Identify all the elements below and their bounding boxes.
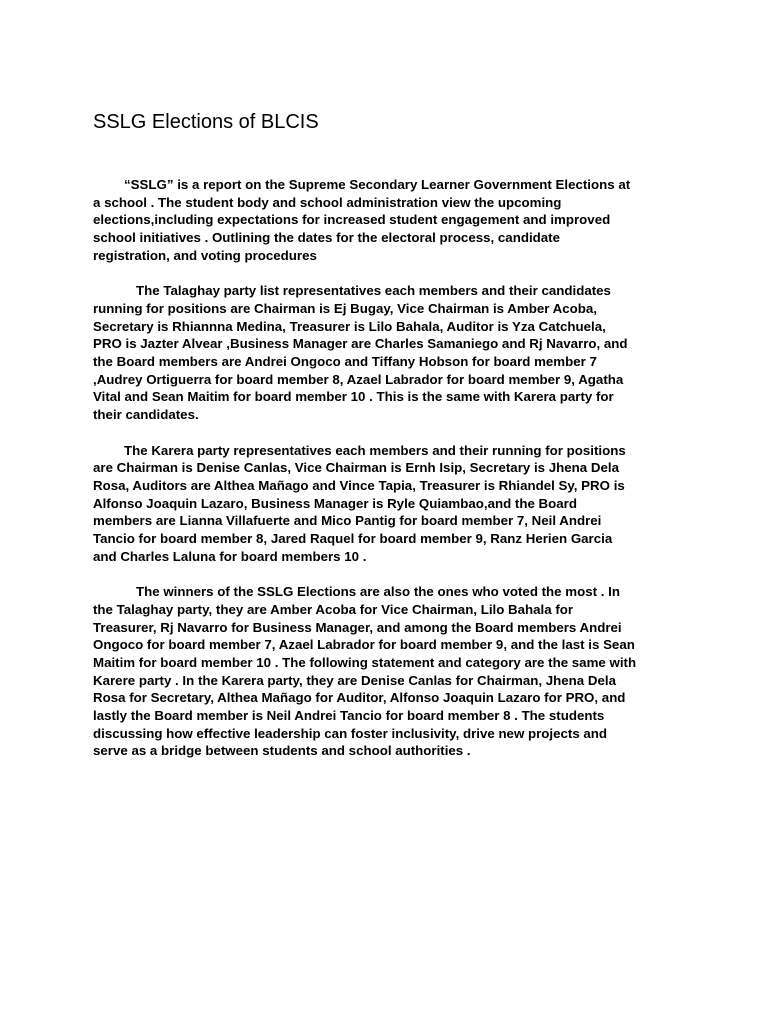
text-line: The winners of the SSLG Elections are also the ones who voted the most . In	[136, 584, 620, 600]
text-line: lastly the Board member is Neil Andrei Tancio for board member 8 . The students	[93, 708, 605, 724]
text-line: running for positions are Chairman is Ej Bugay, Vice Chairman is Amber Acoba,	[93, 300, 597, 316]
text-line: Vital and Sean Maitim for board member 10 . This is the same with Karera party for	[93, 389, 614, 405]
text-line: The Talaghay party list representatives each members and their candidates	[136, 283, 611, 299]
text-line: Rosa, Auditors are Althea Mañago and Vince Tapia, Treasurer is Rhiandel Sy, PRO is	[93, 477, 625, 493]
text-line: Maitim for board member 10 . The following statement and category are the same with	[93, 654, 637, 670]
text-line: school initiatives . Outlining the dates for the electoral process, candidate	[93, 230, 560, 246]
text-line: The Karera party representatives each members and their running for positions	[124, 442, 626, 458]
text-line: the Board members are Andrei Ongoco and Tiffany Hobson for board member 7	[93, 354, 597, 370]
text-line: Tancio for board member 8, Jared Raquel for board member 9, Ranz Herien Garcia	[93, 531, 613, 547]
text-line: Alfonso Joaquin Lazaro, Business Manager is Ryle Quiambao,and the Board	[93, 495, 577, 511]
paragraph-winners	[93, 583, 677, 760]
text-line: a school . The student body and school administration view the upcoming	[93, 194, 562, 210]
text-line: “SSLG” is a report on the Supreme Secondary Learner Government Elections at	[124, 177, 631, 192]
text-line: serve as a bridge between students and school authorities .	[93, 743, 471, 759]
text-line: are Chairman is Denise Canlas, Vice Chairman is Ernh Isip, Secretary is Jhena Dela	[93, 460, 619, 476]
text-line: ,Audrey Ortiguerra for board member 8, Azael Labrador for board member 9, Agatha	[93, 371, 624, 387]
text-line: Ongoco for board member 7, Azael Labrador for board member 9, and the last is Sean	[93, 637, 635, 653]
text-line: the Talaghay party, they are Amber Acoba for Vice Chairman, Lilo Bahala for	[93, 601, 574, 617]
text-line: members are Lianna Villafuerte and Mico Pantig for board member 7, Neil Andrei	[93, 513, 602, 529]
paragraph-karera-party	[93, 442, 677, 566]
text-line: Secretary is Rhiannna Medina, Treasurer is Lilo Bahala, Auditor is Yza Catchuela,	[93, 318, 606, 334]
text-line: discussing how effective leadership can foster inclusivity, drive new projects and	[93, 725, 608, 741]
text-line: Karere party . In the Karera party, they are Denise Canlas for Chairman, Jhena Dela	[93, 672, 616, 688]
paragraph-talaghay-party	[93, 282, 677, 424]
paragraph-introduction	[93, 176, 677, 265]
text-line: their candidates.	[93, 407, 199, 423]
text-line: Rosa for Secretary, Althea Mañago for Auditor, Alfonso Joaquin Lazaro for PRO, and	[93, 690, 626, 706]
text-line: registration, and voting procedures	[93, 247, 317, 263]
document-body	[93, 176, 677, 778]
text-line: Treasurer, Rj Navarro for Business Manager, and among the Board members Andrei	[93, 619, 622, 635]
text-line: and Charles Laluna for board members 10 .	[93, 548, 367, 564]
text-line: PRO is Jazter Alvear ,Business Manager are Charles Samaniego and Rj Navarro, and	[93, 336, 628, 352]
text-line: elections,including expectations for increased student engagement and improved	[93, 212, 611, 228]
document-title: SSLG Elections of BLCIS	[93, 111, 319, 133]
